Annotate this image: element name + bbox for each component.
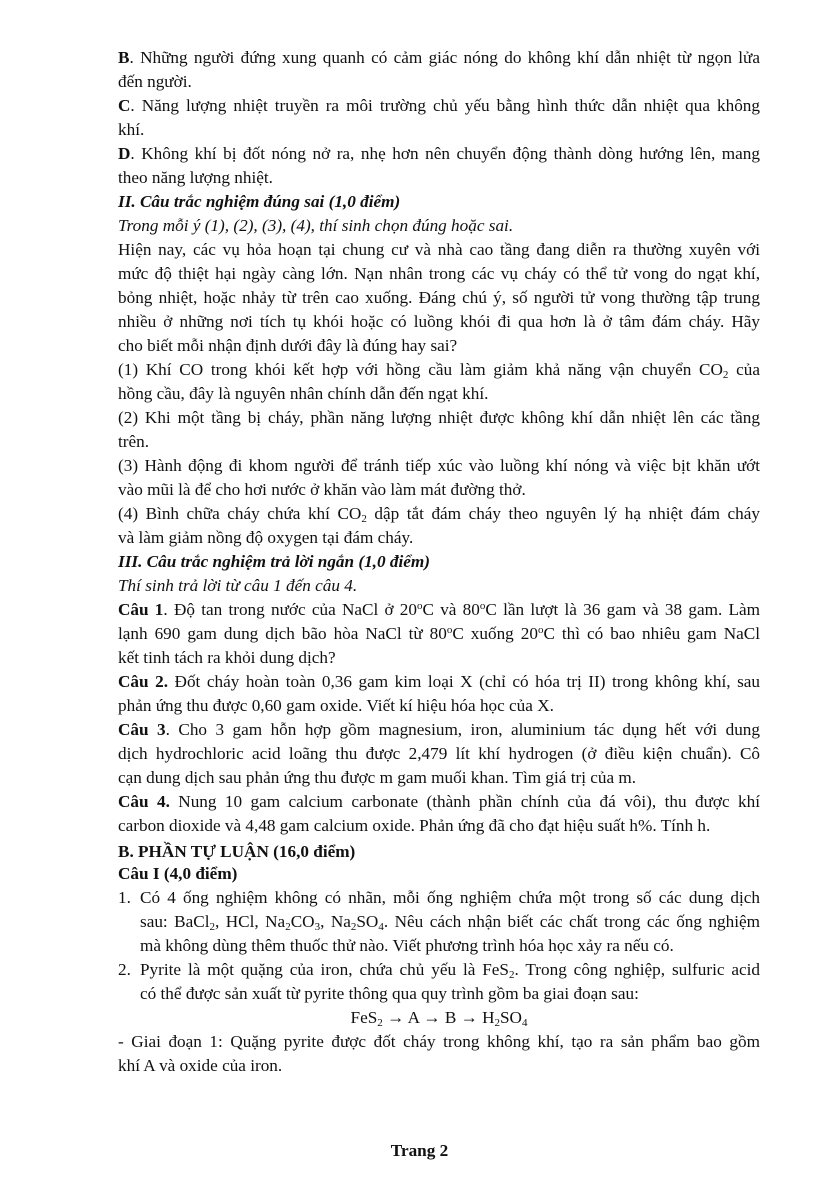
question-i-title: Câu I (4,0 điểm) bbox=[118, 864, 238, 883]
option-c: C. Năng lượng nhiệt truyền ra môi trường chủ yếu bằng hình thức dẫn nhiệt qua không khí. bbox=[118, 96, 760, 139]
page-number: Trang 2 bbox=[390, 1141, 449, 1160]
question-3: Câu 3. Cho 3 gam hỗn hợp gồm magnesium, iron, aluminium tác dụng hết với dung dịch hydrochloric acid loãng thu được 2,479 lít khí hydrogen (ở điều kiện chuẩn). Cô cạn dung dịch sau phản ứng thu được m gam muối khan. Tìm giá trị của m. bbox=[118, 720, 760, 787]
statement-2: (2) Khi một tầng bị cháy, phần năng lượng nhiệt được không khí dẫn nhiệt lên các tầng trên. bbox=[118, 408, 760, 451]
reaction-scheme: $FeS_2 \to A \to B \to H_2SO_4$ bbox=[350, 1008, 528, 1029]
item-1-number: 1. bbox=[118, 888, 131, 907]
option-b: B. Những người đứng xung quanh có cảm giác nóng do không khí dẫn nhiệt từ ngọn lửa đến người. bbox=[118, 48, 760, 91]
item-1: Có 4 ống nghiệm không có nhãn, mỗi ống nghiệm chứa một trong số các dung dịch sau: BaCl$_2$, HCl, $Na_2CO_3$, $Na_2SO_4$. Nêu cách nhận biết các chất trong các ống nghiệm mà không dùng thêm thuốc thử nào. Viết phương trình hóa học xảy ra nếu có. bbox=[140, 888, 760, 955]
statement-3: (3) Hành động đi khom người để tránh tiếp xúc vào luồng khí nóng và việc bịt khăn ướt vào mũi là để cho hơi nước ở khăn vào làm mát đường thở. bbox=[118, 456, 760, 499]
option-d: D. Không khí bị đốt nóng nở ra, nhẹ hơn nên chuyển động thành dòng hướng lên, mang theo năng lượng nhiệt. bbox=[118, 144, 760, 187]
option-letter: B bbox=[118, 48, 130, 67]
statement-1: (1) Khí CO trong khói kết hợp với hồng cầu làm giảm khả năng vận chuyển $CO_2$ của hồng cầu, đây là nguyên nhân chính dẫn đến ngạt khí. bbox=[118, 360, 760, 403]
part-b-title: B. PHẦN TỰ LUẬN (16,0 điểm) bbox=[118, 842, 356, 861]
question-1: Câu 1. Độ tan trong nước của NaCl ở 20$^o$C và 80$^o$C lần lượt là 36 gam và 38 gam. Làm lạnh 690 gam dung dịch bão hòa NaCl từ 80$^o$C xuống 20$^o$C thì có bao nhiêu gam NaCl kết tinh tách ra khỏi dung dịch? bbox=[118, 600, 760, 667]
item-2-number: 2. bbox=[118, 960, 131, 979]
section-3-instruction: Thí sinh trả lời từ câu 1 đến câu 4. bbox=[118, 576, 358, 595]
option-letter: C bbox=[118, 96, 131, 115]
option-letter: D bbox=[118, 144, 131, 163]
stage-1: - Giai đoạn 1: Quặng pyrite được đốt cháy trong không khí, tạo ra sản phẩm bao gồm khí A và oxide của iron. bbox=[118, 1032, 760, 1075]
section-3-title: III. Câu trắc nghiệm trả lời ngắn (1,0 điểm) bbox=[118, 552, 430, 571]
item-2: Pyrite là một quặng của iron, chứa chủ yếu là FeS$_2$. Trong công nghiệp, sulfuric acid có thể được sản xuất từ pyrite thông qua quy trình gồm ba giai đoạn sau: bbox=[140, 960, 761, 1003]
section-2-intro: Hiện nay, các vụ hỏa hoạn tại chung cư và nhà cao tầng đang diễn ra thường xuyên với mức độ thiệt hại ngày càng lớn. Nạn nhân trong các vụ cháy có thể tử vong do ngạt khí, bỏng nhiệt, hoặc nhảy từ trên cao xuống. Đáng chú ý, số người tử vong thường tập trung nhiều ở những nơi tích tụ khói hoặc có luồng khói đi qua hơn là ở tâm đám cháy. Hãy cho biết mỗi nhận định dưới đây là đúng hay sai? bbox=[118, 240, 760, 355]
section-2-instruction: Trong mỗi ý (1), (2), (3), (4), thí sinh chọn đúng hoặc sai. bbox=[118, 216, 514, 235]
question-2: Câu 2. Đốt cháy hoàn toàn 0,36 gam kim loại X (chỉ có hóa trị II) trong không khí, sau phản ứng thu được 0,60 gam oxide. Viết kí hiệu hóa học của X. bbox=[118, 672, 760, 715]
statement-4: (4) Bình chữa cháy chứa khí $CO_2$ dập tắt đám cháy theo nguyên lý hạ nhiệt đám cháy và làm giảm nồng độ oxygen tại đám cháy. bbox=[118, 504, 760, 547]
section-2-title: II. Câu trắc nghiệm đúng sai (1,0 điểm) bbox=[118, 192, 401, 211]
question-4: Câu 4. Nung 10 gam calcium carbonate (thành phần chính của đá vôi), thu được khí carbon dioxide và 4,48 gam calcium oxide. Phản ứng đã cho đạt hiệu suất h%. Tính h. bbox=[118, 792, 760, 835]
